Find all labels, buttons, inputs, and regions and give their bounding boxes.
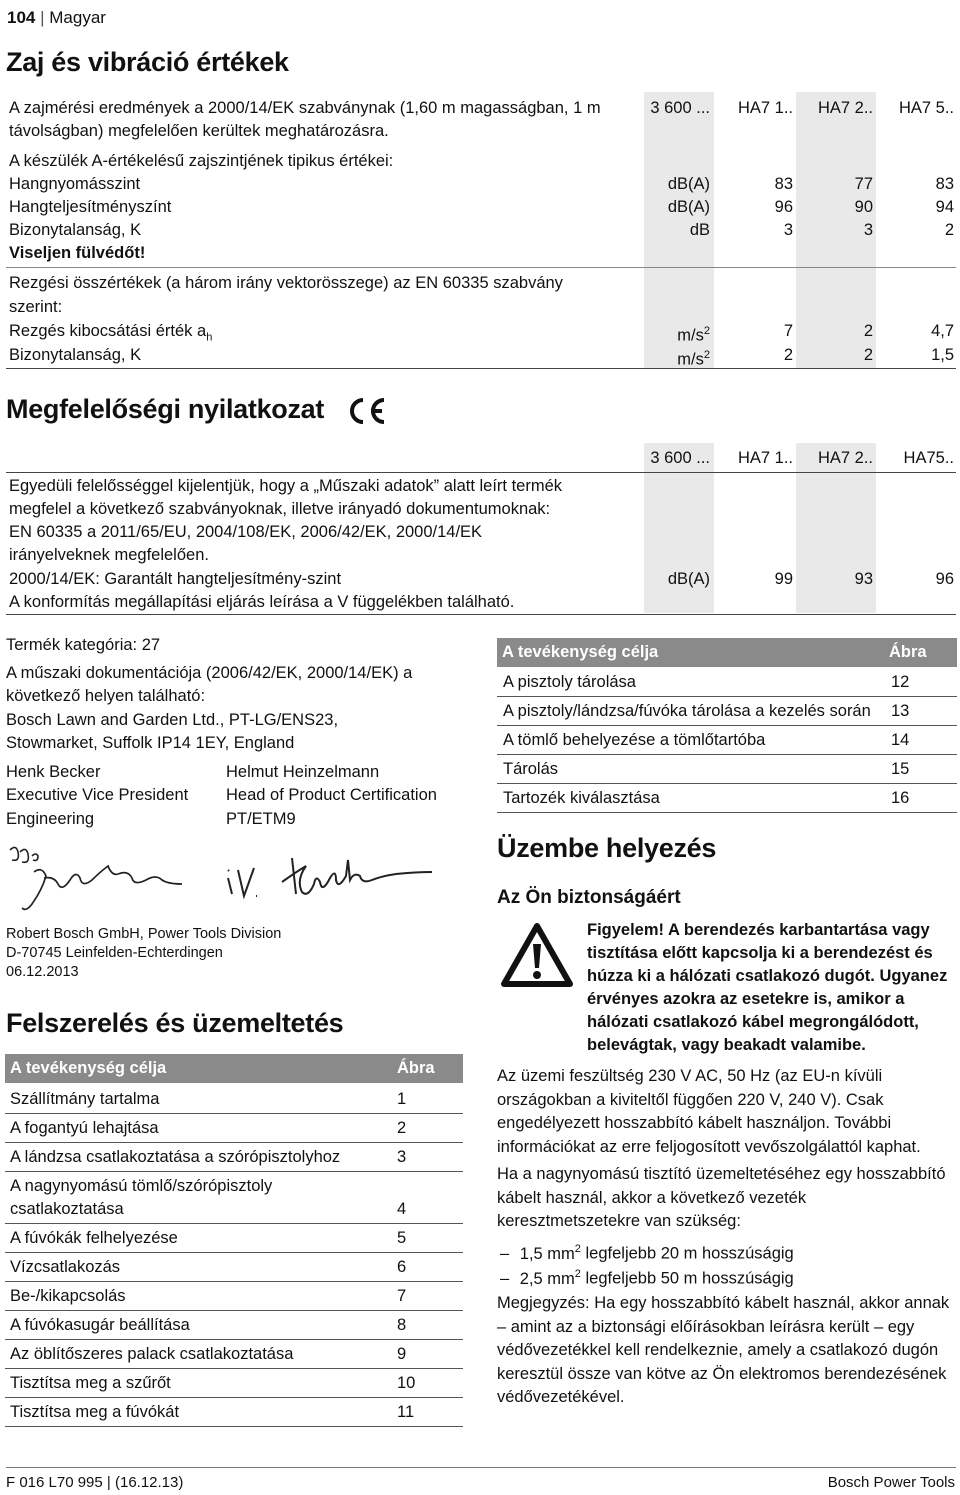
noise-row-label-2: Bizonytalanság, K (9, 221, 142, 239)
noise-section-title: Zaj és vibráció értékek (6, 47, 289, 77)
ce-mark-icon (346, 396, 388, 426)
para3-line: – amint az a biztonsági előírásokban leírásra került – egy (497, 1317, 915, 1336)
assembly-row-figure: 2 (397, 1119, 407, 1137)
assembly-row-activity: A fogantyú lehajtása (10, 1119, 159, 1137)
col-header-2: HA7 1.. (737, 99, 793, 117)
para1-line: Az üzemi feszültség 230 V AC, 50 Hz (az EU-n kívüli (497, 1067, 883, 1085)
assembly-row-activity: A lándzsa csatlakoztatása a szórópisztolyhoz (10, 1148, 341, 1166)
warning-line: belevágtak, vagy beakadt valamibe. (587, 1036, 866, 1054)
signatory-1-title1: Executive Vice President (6, 786, 189, 804)
assembly-row-figure: 9 (397, 1345, 407, 1363)
vib-row-label-1: Bizonytalanság, K (9, 346, 142, 364)
noise-table-bottom-rule (6, 368, 956, 369)
noise-row-v3-1: 94 (935, 198, 954, 216)
para3-line: Megjegyzés: Ha egy hosszabbító kábelt használ, akkor annak (497, 1294, 950, 1312)
conf-text-line-0: Egyedüli felelősséggel kijelentjük, hogy a „Műszaki adatok” alatt leírt termék (9, 477, 563, 495)
bullet-length: legfeljebb 50 m hosszúságig (580, 1269, 794, 1288)
signatory-2-title1: Head of Product Certification (226, 786, 437, 804)
assembly-row-rule (5, 1426, 463, 1427)
safety-title: Az Ön biztonságáért (497, 887, 681, 908)
vibration-line-1: Rezgési összértékek (a három irány vektorösszege) az EN 60335 szabvány (9, 274, 563, 292)
vib-row-v2-0: 2 (863, 322, 873, 340)
signatory-2-title2: PT/ETM9 (226, 810, 296, 828)
noise-row-v1-1: 96 (774, 198, 793, 216)
typical-values-label: A készülék A-értékelésű zajszintjének tipikus értékei: (9, 152, 394, 170)
assembly-table-header (5, 1054, 463, 1083)
assembly-row-figure: 7 (397, 1287, 407, 1305)
vibration-line-2: szerint: (9, 298, 63, 316)
warning-line: érvényes azokra az esetekre is, amikor a (587, 990, 905, 1008)
right-row-rule (497, 696, 957, 697)
noise-row-unit-1: dB(A) (667, 198, 710, 216)
noise-row-label-0: Hangnyomásszint (9, 175, 141, 193)
cable-bullet (500, 1263, 794, 1291)
header-divider: | (40, 8, 50, 27)
noise-row-v3-2: 2 (944, 221, 954, 239)
conf-text-line-3: irányelveknek megfelelően. (9, 546, 209, 564)
bullet-sup: 2 (574, 1268, 581, 1280)
vib-row-unit-1: $m/s^2$ (677, 349, 710, 369)
noise-row-unit-0: dB(A) (667, 175, 710, 193)
conf-bottom-rule (6, 614, 956, 615)
bullet-length: legfeljebb 20 m hosszúságig (580, 1244, 794, 1263)
assembly-row-figure: 8 (397, 1316, 407, 1334)
conf-text-line-1: megfelel a következő szabványoknak, illetve irányadó dokumentumoknak: (9, 500, 551, 518)
assembly-row-rule (5, 1368, 463, 1369)
assembly-row-activity: A fúvókasugár beállítása (10, 1316, 190, 1334)
para1-line: országokban a kiviteltől függően 220 V, 240 V). Csak (497, 1090, 884, 1109)
right-row-figure: 15 (891, 760, 910, 778)
right-row-activity: A tömlő behelyezése a tömlőtartóba (503, 731, 766, 749)
bullet-sup: 2 (574, 1243, 581, 1255)
warning-line: tisztítása előtt kapcsolja ki a berendezést és (587, 944, 933, 962)
vib-row-label-0: Rezgés kibocsátási érték $a_h$ (9, 322, 213, 344)
page-number: 104 (7, 8, 36, 27)
guarantee-label: 2000/14/EK: Garantált hangteljesítmény-szint (9, 570, 342, 588)
assembly-row-figure: 6 (397, 1258, 407, 1276)
noise-row-v2-1: 90 (854, 198, 873, 216)
assembly-row-figure: 5 (397, 1229, 407, 1247)
assembly-row-rule (5, 1113, 463, 1114)
assembly-row-figure: 11 (397, 1403, 415, 1421)
signature-henk-becker (4, 842, 204, 918)
conformity-title: Megfelelőségi nyilatkozat (6, 394, 325, 424)
noise-row-v1-0: 83 (774, 175, 793, 193)
signatory-2-name: Helmut Heinzelmann (226, 763, 380, 781)
right-row-activity: Tárolás (503, 760, 559, 778)
assembly-row-activity: Tisztítsa meg a fúvókát (10, 1403, 180, 1421)
warning-triangle-icon (500, 922, 574, 988)
col-header-1: 3 600 ... (650, 99, 710, 117)
para2-line: Ha a nagynyomású tisztító üzemeltetéséhez egy hosszabbító (497, 1165, 946, 1183)
assembly-header-figure: Ábra (397, 1059, 435, 1077)
signatory-1-title2: Engineering (6, 810, 95, 828)
vib-row-unit-0: $m/s^2$ (677, 325, 710, 345)
vib-row-v1-1: 2 (783, 346, 793, 364)
right-row-activity: A pisztoly tárolása (503, 673, 636, 691)
footer-doc-id: F 016 L70 995 | (16.12.13) (6, 1474, 184, 1491)
assembly-row-activity: Tisztítsa meg a szűrőt (10, 1374, 171, 1392)
assembly-row-activity: A fúvókák felhelyezése (10, 1229, 178, 1247)
guarantee-value-3: 96 (935, 570, 954, 588)
guarantee-value-2: 93 (854, 570, 873, 588)
conformity-procedure: A konformítás megállapítási eljárás leírása a V függelékben található. (9, 593, 515, 611)
doc-line-1: A műszaki dokumentációja (2006/42/EK, 2000/14/EK) a (6, 664, 413, 682)
page-header (7, 8, 106, 28)
right-row-rule (497, 725, 957, 726)
assembly-row-rule (5, 1223, 463, 1224)
right-row-figure: 12 (891, 673, 910, 691)
right-header-figure: Ábra (889, 643, 927, 661)
conf-col-header-1: 3 600 ... (650, 449, 710, 467)
bullet-size: 2,5 mm (519, 1269, 575, 1288)
assembly-row-activity: Vízcsatlakozás (10, 1258, 121, 1276)
company-date: 06.12.2013 (6, 964, 79, 980)
right-row-figure: 13 (891, 702, 910, 720)
assembly-title: Felszerelés és üzemeltetés (6, 1008, 344, 1038)
assembly-row-rule (5, 1142, 463, 1143)
assembly-header-activity: A tevékenység célja (10, 1059, 167, 1077)
footer-brand: Bosch Power Tools (827, 1474, 955, 1491)
assembly-row-rule (5, 1281, 463, 1282)
noise-row-v2-2: 3 (863, 221, 873, 239)
doc-line-4: Stowmarket, Suffolk IP14 1EY, England (6, 734, 295, 752)
doc-line-3: Bosch Lawn and Garden Ltd., PT-LG/ENS23, (6, 711, 339, 729)
intro-line-1: A zajmérési eredmények a 2000/14/EK szabványnak (1,60 m magasságban, 1 m (9, 99, 601, 117)
assembly-row-rule (5, 1252, 463, 1253)
assembly-row-rule (5, 1339, 463, 1340)
signature-helmut-heinzelmann (222, 852, 432, 912)
guarantee-unit: dB(A) (667, 570, 710, 588)
para2-line: keresztmetszetekre van szükség: (497, 1212, 741, 1230)
vibration-divider (6, 267, 956, 268)
signatory-1-name: Henk Becker (6, 763, 101, 781)
col-header-4: HA7 5.. (898, 99, 954, 117)
cable-bullet (500, 1238, 794, 1266)
company-line-1: Robert Bosch GmbH, Power Tools Division (6, 926, 282, 942)
para1-line: engedélyezett hosszabbító kábelt használjon. További (497, 1114, 892, 1132)
header-language: Magyar (49, 8, 106, 27)
para1-line: információkat az erre feljogosított vevőszolgálattól kaphat. (497, 1137, 921, 1156)
right-row-rule (497, 812, 957, 813)
assembly-row-rule (5, 1397, 463, 1398)
right-row-rule (497, 754, 957, 755)
assembly-row-figure: 4 (397, 1200, 407, 1218)
assembly-row-activity: A nagynyomású tömlő/szórópisztoly (10, 1177, 273, 1195)
product-category: Termék kategória: 27 (6, 636, 161, 654)
bullet-size: 1,5 mm (519, 1244, 575, 1263)
conf-top-rule (6, 472, 956, 473)
assembly-row-activity: Szállítmány tartalma (10, 1090, 160, 1108)
assembly-row-figure: 3 (397, 1148, 407, 1166)
bullet-dash: – (500, 1269, 510, 1288)
noise-row-v3-0: 83 (935, 175, 954, 193)
right-table-header (497, 638, 957, 667)
warning-line: hálózati csatlakozó kábel megrongálódott, (587, 1013, 919, 1031)
company-line-2: D-70745 Leinfelden-Echterdingen (6, 945, 223, 961)
para3-line: keresztül össze van kötve az Ön elektromos berendezésének (497, 1364, 947, 1383)
vib-row-v3-0: 4,7 (931, 322, 954, 340)
warning-line: Figyelem! A berendezés karbantartása vagy (587, 921, 930, 939)
footer-rule (6, 1467, 956, 1468)
assembly-row-rule (5, 1310, 463, 1311)
noise-row-v2-0: 77 (854, 175, 873, 193)
right-row-figure: 16 (891, 789, 910, 807)
doc-line-2: következő helyen található: (6, 687, 206, 705)
assembly-row-figure: 1 (397, 1090, 407, 1108)
warning-line: húzza ki a hálózati csatlakozó dugót. Ugyanez (587, 967, 948, 985)
noise-row-unit-2: dB (689, 221, 710, 239)
right-row-figure: 14 (891, 731, 910, 749)
assembly-row-activity: Az öblítőszeres palack csatlakoztatása (10, 1345, 294, 1363)
vib-row-v2-1: 2 (863, 346, 873, 364)
assembly-row-rule (5, 1171, 463, 1172)
conf-col-header-3: HA7 2.. (817, 449, 873, 467)
conf-text-line-2: EN 60335 a 2011/65/EU, 2004/108/EK, 2006/42/EK, 2000/14/EK (9, 523, 483, 541)
noise-row-v1-2: 3 (783, 221, 793, 239)
right-header-activity: A tevékenység célja (502, 643, 659, 661)
assembly-row-activity-cont: csatlakoztatása (10, 1200, 124, 1218)
right-row-activity: Tartozék kiválasztása (503, 789, 660, 807)
noise-row-label-1: Hangteljesítményszínt (9, 198, 172, 216)
vib-row-v1-0: 7 (783, 322, 793, 340)
bullet-dash: – (500, 1244, 510, 1263)
col-header-3: HA7 2.. (817, 99, 873, 117)
para3-line: védővezetékkel kell rendelkeznie, amely a csatlakozó dugón (497, 1341, 939, 1359)
conf-col-header-2: HA7 1.. (737, 449, 793, 467)
startup-title: Üzembe helyezés (497, 833, 717, 863)
para2-line: kábelt használ, akkor a következő vezeték (497, 1188, 807, 1207)
intro-line-2: távolságban) megfelelően kerültek meghatározásra. (9, 122, 389, 140)
assembly-row-activity: Be-/kikapcsolás (10, 1287, 126, 1305)
guarantee-value-1: 99 (774, 570, 793, 588)
right-row-rule (497, 783, 957, 784)
conf-col-header-4: HA75.. (903, 449, 954, 467)
assembly-row-figure: 10 (397, 1374, 416, 1392)
para3-line: védővezetékével. (497, 1388, 625, 1406)
right-row-activity: A pisztoly/lándzsa/fúvóka tárolása a kezelés során (503, 702, 871, 720)
ear-protection-warning: Viseljen fülvédőt! (9, 244, 146, 262)
vib-row-v3-1: 1,5 (931, 346, 954, 364)
vib-row-sub-0: h (206, 331, 213, 344)
